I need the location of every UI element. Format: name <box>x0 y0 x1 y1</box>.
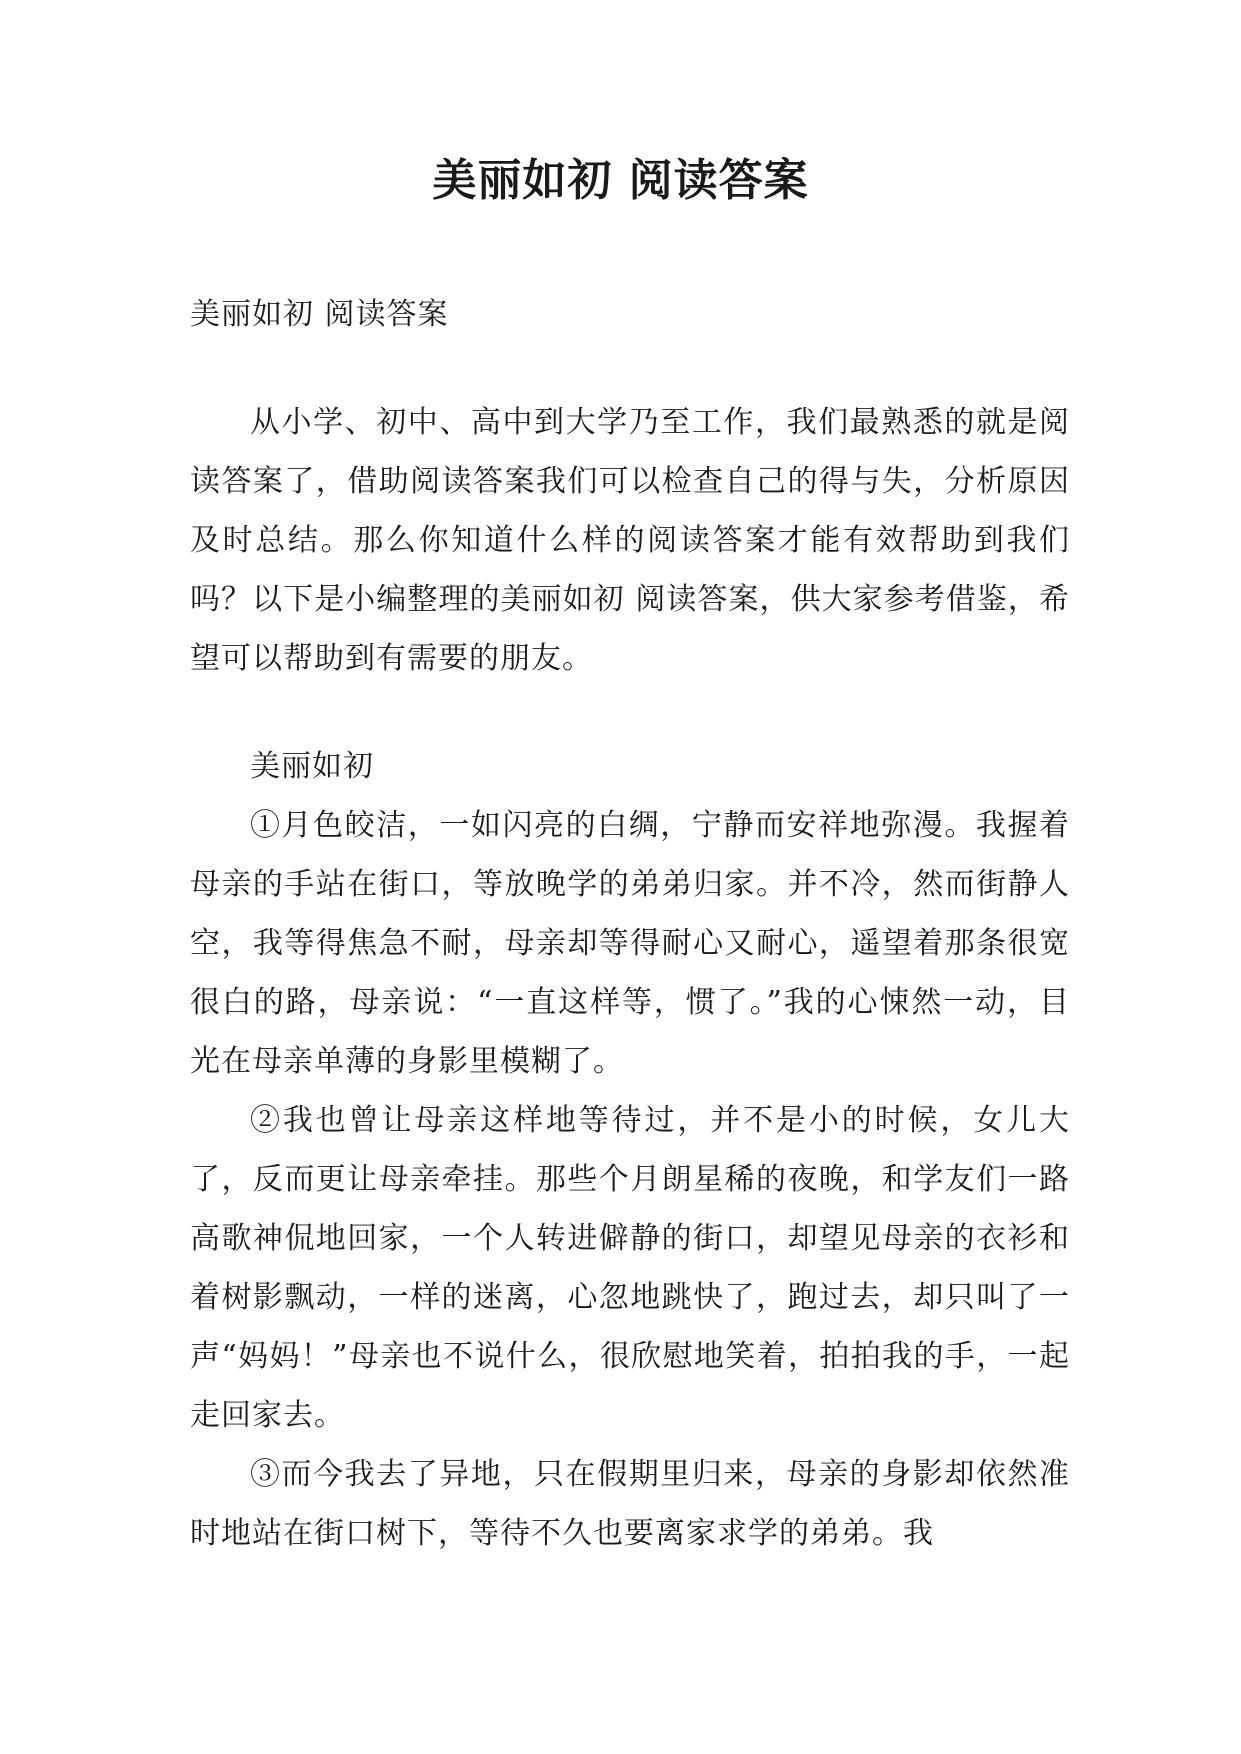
intro-paragraph: 从小学、初中、高中到大学乃至工作，我们最熟悉的就是阅读答案了，借助阅读答案我们可以检查自己的得与失，分析原因及时总结。那么你知道什么样的阅读答案才能有效帮助到我们吗？以下是小编整理的美丽如初 阅读答案，供大家参考借鉴，希望可以帮助到有需要的朋友。 <box>190 405 1070 676</box>
article-paragraph-2: ②我也曾让母亲这样地等待过，并不是小的时候，女儿大了，反而更让母亲牵挂。那些个月朗星稀的夜晚，和学友们一路高歌神侃地回家，一个人转进僻静的街口，却望见母亲的衣衫和着树影飘动，一样的迷离，心忽地跳快了，跑过去，却只叫了一声“妈妈！”母亲也不说什么，很欣慰地笑着，拍拍我的手，一起走回家去。 <box>190 1103 1070 1433</box>
article-paragraph-1: ①月色皎洁，一如闪亮的白绸，宁静而安祥地弥漫。我握着母亲的手站在街口，等放晚学的弟弟归家。并不冷，然而街静人空，我等得焦急不耐，母亲却等得耐心又耐心，遥望着那条很宽很白的路，母亲说：“一直这样等，惯了。”我的心悚然一动，目光在母亲单薄的身影里模糊了。 <box>190 808 1070 1079</box>
article-title: 美丽如初 <box>250 749 374 784</box>
document-body <box>190 285 1070 1563</box>
document-title: 美丽如初 阅读答案 <box>432 155 809 206</box>
article-paragraph-3: ③而今我去了异地，只在假期里归来，母亲的身影却依然准时地站在街口树下，等待不久也要离家求学的弟弟。我 <box>190 1457 1070 1551</box>
document-subtitle: 美丽如初 阅读答案 <box>190 297 449 332</box>
